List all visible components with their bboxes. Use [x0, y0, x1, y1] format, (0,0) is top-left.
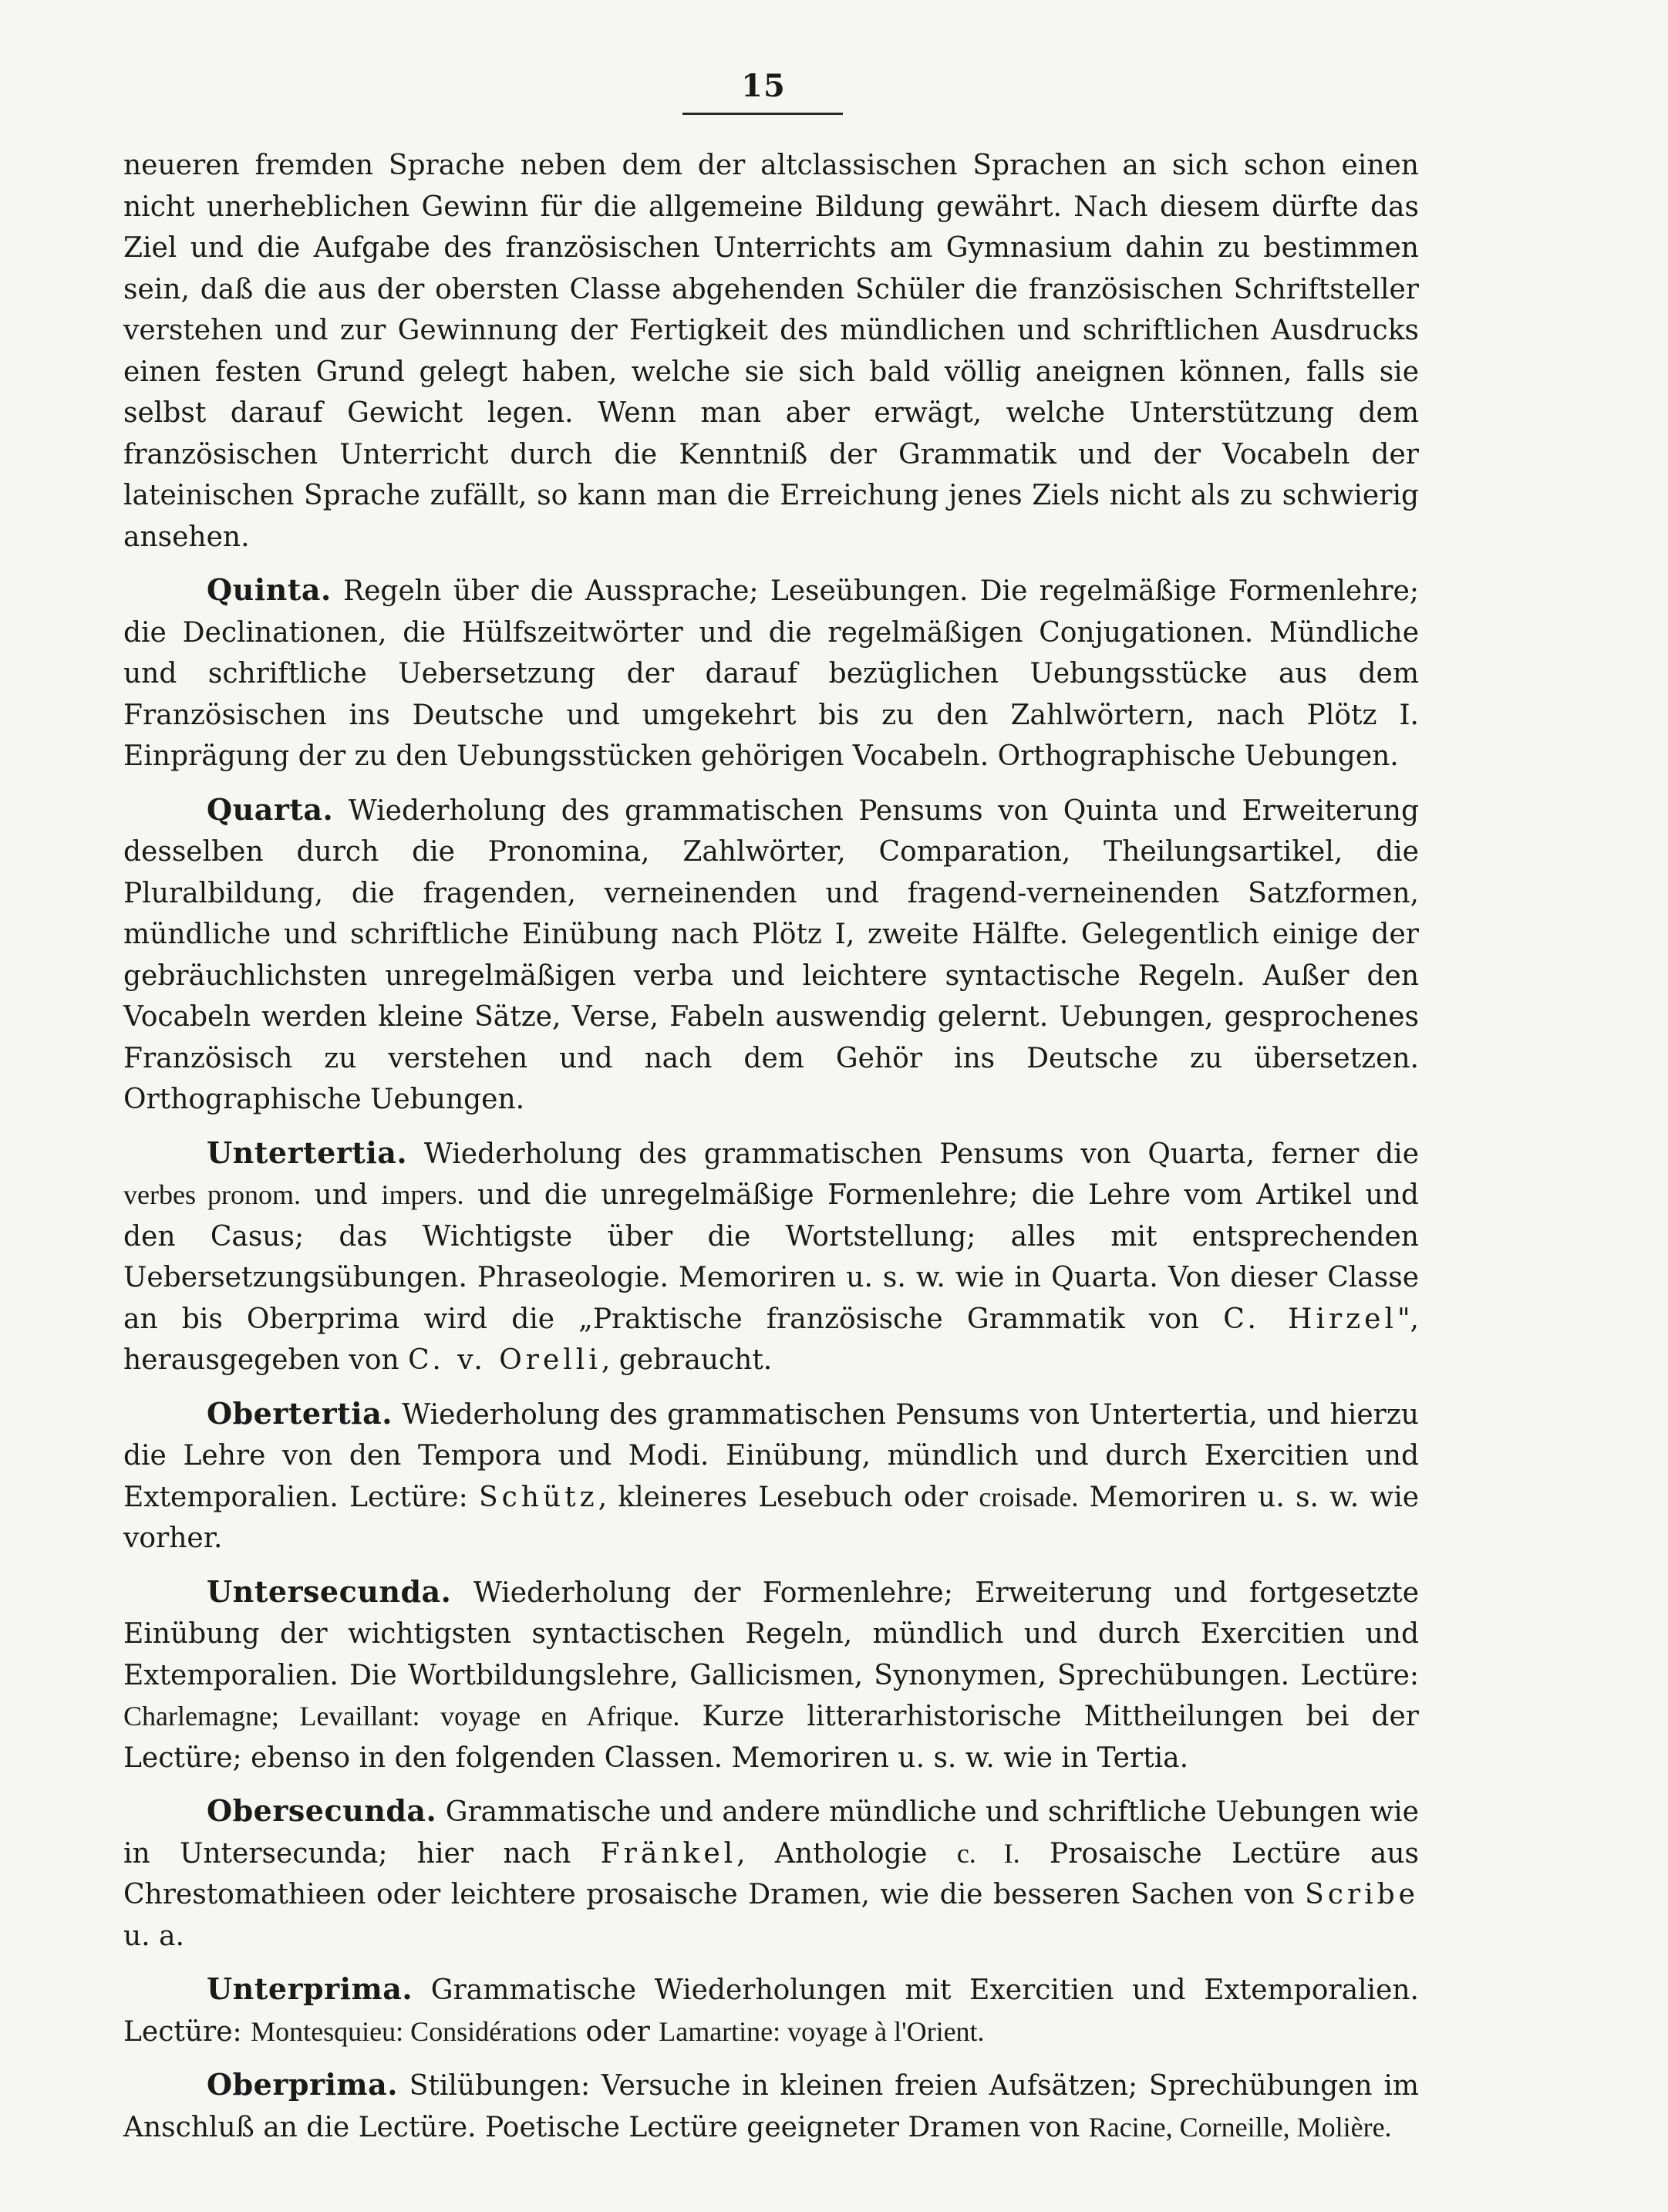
- section-text: Wiederholung des grammatischen Pensums von Quarta, ferner die: [423, 1138, 1419, 1170]
- section-text: Wiederholung der Formenlehre; Erweiterung und fortgesetzte Einübung der wichtigsten syntactischen Regeln, mündlich und durch Exercitien und Extemporalien. Die Wortbildungslehre, Gallicismen, Synonymen, Sprechübungen. Lectüre:: [123, 1576, 1419, 1691]
- section-oberprima: [123, 2064, 1419, 2148]
- section-text: Wiederholung des grammatischen Pensums von Quinta und Erweiterung desselben durch die Pronomina, Zahlwörter, Comparation, Theilungsartikel, die Pluralbildung, die fragenden, verneinenden und fragend-verneinenden Satzformen, mündliche und schriftliche Einübung nach Plötz I, zweite Hälfte. Gelegentlich einige der gebräuchlichsten unregelmäßigen verba und leichtere syntactische Regeln. Außer den Vocabeln werden kleine Sätze, Verse, Fabeln auswendig gelernt. Uebungen, gesprochenes Französisch zu verstehen und nach dem Gehör ins Deutsche zu übersetzen. Orthographische Uebungen.: [123, 794, 1419, 1115]
- body-text: [123, 145, 1419, 2148]
- latin-term: Charlemagne; Levaillant: voyage en Afrique.: [123, 1701, 680, 1731]
- section-quinta: [123, 569, 1419, 777]
- section-text: Grammatische Wiederholungen mit Exercitien und Extemporalien. Lectüre:: [123, 1974, 1419, 2048]
- section-quarta: [123, 789, 1419, 1121]
- section-untersecunda: [123, 1571, 1419, 1779]
- author-name: C. v. Orelli: [408, 1344, 601, 1376]
- intro-paragraph: neueren fremden Sprache neben dem der altclassischen Sprachen an sich schon einen nicht unerheblichen Gewinn für die allgemeine Bildung gewährt. Nach diesem dürfte das Ziel und die Aufgabe des französischen Unterrichts am Gymnasium dahin zu bestimmen sein, daß die aus der obersten Classe abgehenden Schüler die französischen Schriftsteller verstehen und zur Gewinnung der Fertigkeit des mündlichen und schriftlichen Ausdrucks einen festen Grund gelegt haben, welche sie sich bald völlig aneignen können, falls sie selbst darauf Gewicht legen. Wenn man aber erwägt, welche Unterstützung dem französischen Unterricht durch die Kenntniß der Grammatik und der Vocabeln der lateinischen Sprache zufällt, so kann man die Erreichung jenes Ziels nicht als zu schwierig ansehen.: [123, 150, 1419, 553]
- section-heading: Obertertia.: [207, 1395, 393, 1431]
- latin-term: verbes pronom.: [123, 1179, 302, 1210]
- section-text: , kleineres Lesebuch oder: [598, 1481, 969, 1513]
- section-heading: Obersecunda.: [207, 1793, 437, 1828]
- section-text: Grammatische und andere mündliche und schriftliche Uebungen wie in Untersecunda; hier nach: [123, 1796, 1419, 1870]
- section-text: und: [314, 1179, 368, 1211]
- section-text: Stilübungen: Versuche in kleinen freien Aufsätzen; Sprechübungen im Anschluß an die Lectüre. Poetische Lectüre geeigneter Dramen von: [123, 2070, 1419, 2143]
- section-heading: Oberprima.: [207, 2067, 398, 2102]
- latin-term: Lamartine: voyage à l'Orient.: [659, 2015, 985, 2047]
- section-untertertia: [123, 1132, 1419, 1381]
- section-text: oder: [585, 2015, 650, 2048]
- section-heading: Untersecunda.: [207, 1573, 452, 1609]
- author-name: Scribe: [1305, 1879, 1419, 1910]
- section-text: Kurze litterarhistorische Mittheilungen bei der Lectüre; ebenso in den folgenden Classen. Memoriren u. s. w. wie in Tertia.: [123, 1701, 1419, 1774]
- section-heading: Quarta.: [207, 791, 334, 827]
- section-text: , Anthologie: [736, 1837, 928, 1870]
- section-text: Wiederholung des grammatischen Pensums von Untertertia, und hierzu die Lehre von den Tempora und Modi. Einübung, mündlich und durch Exercitien und Extemporalien. Lectüre:: [123, 1398, 1419, 1513]
- author-name: C. Hirzel: [1223, 1303, 1397, 1335]
- page-number: 15: [741, 68, 786, 104]
- author-name: Fränkel: [600, 1837, 737, 1870]
- section-text: Regeln über die Aussprache; Leseübungen. Die regelmäßige Formenlehre; die Declinationen, die Hülfszeitwörter und die regelmäßigen Conjugationen. Mündliche und schriftliche Uebersetzung der darauf bezüglichen Uebungsstücke aus dem Französischen ins Deutsche und umgekehrt bis zu den Zahlwörtern, nach Plötz I. Einprägung der zu den Uebungsstücken gehörigen Vocabeln. Orthographische Uebungen.: [123, 575, 1419, 772]
- latin-term: croisade.: [979, 1481, 1079, 1512]
- section-text: u. a.: [123, 1920, 184, 1952]
- section-heading: Untertertia.: [207, 1135, 408, 1170]
- section-text: Prosaische Lectüre aus Chrestomathieen oder leichtere prosaische Dramen, wie die besseren Sachen von: [123, 1837, 1419, 1910]
- page-number-rule: [682, 113, 843, 115]
- latin-term: c. I.: [956, 1837, 1020, 1869]
- section-obersecunda: [123, 1790, 1419, 1957]
- latin-term: Montesquieu: Considérations: [251, 2015, 578, 2047]
- author-name: Schütz: [478, 1481, 598, 1513]
- section-obertertia: [123, 1393, 1419, 1560]
- section-text: Memoriren u. s. w. wie vorher.: [123, 1481, 1420, 1554]
- latin-term: Racine, Corneille, Molière.: [1088, 2111, 1392, 2143]
- section-unterprima: [123, 1968, 1419, 2052]
- section-text: und die unregelmäßige Formenlehre; die Lehre vom Artikel und den Casus; das Wichtigste über die Wortstellung; alles mit entsprechenden Uebersetzungsübungen. Phraseologie. Memoriren u. s. w. wie in Quarta. Von dieser Classe an bis Oberprima wird die „Praktische französische Grammatik von: [123, 1179, 1419, 1335]
- section-heading: Quinta.: [207, 572, 332, 607]
- latin-term: impers.: [381, 1179, 464, 1210]
- section-text: , gebraucht.: [601, 1344, 773, 1376]
- section-text: ", herausgegeben von: [123, 1303, 1419, 1376]
- section-heading: Unterprima.: [207, 1971, 413, 2006]
